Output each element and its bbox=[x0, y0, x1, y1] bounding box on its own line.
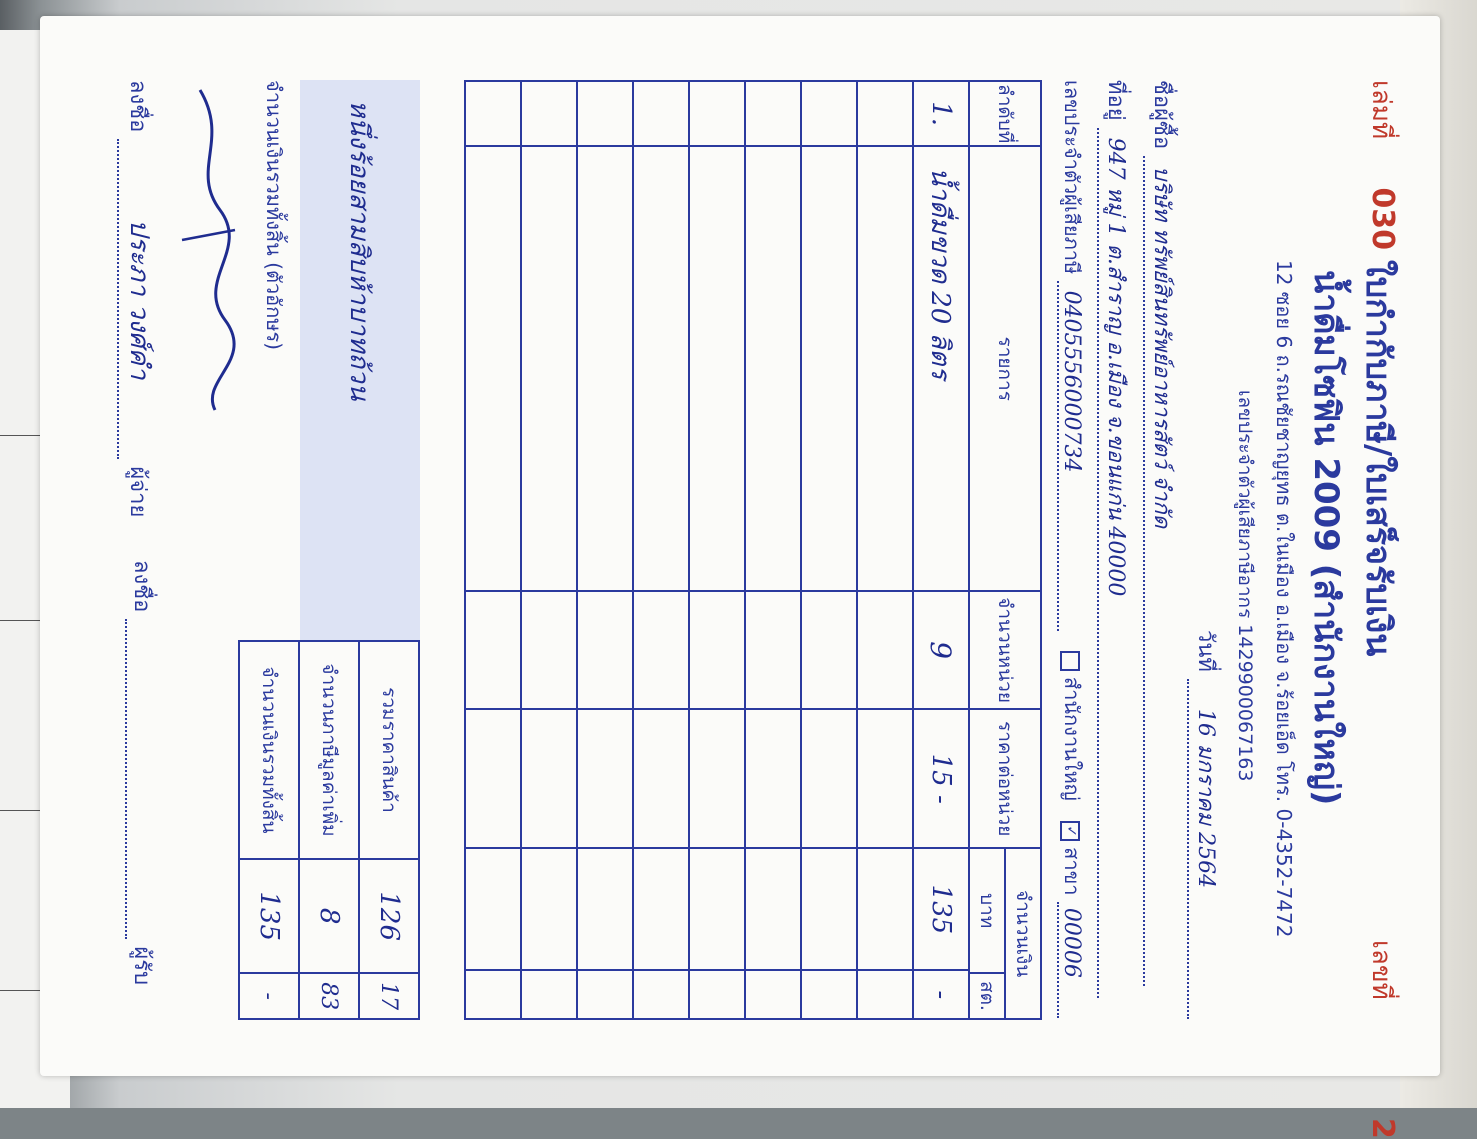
total-value: 135 bbox=[239, 859, 299, 973]
branch-checkbox[interactable]: ✓ bbox=[1061, 821, 1081, 841]
col-item: รายการ bbox=[969, 146, 1041, 591]
amount-words-box bbox=[300, 80, 420, 640]
totals-table bbox=[238, 640, 420, 1020]
head-office-checkbox[interactable] bbox=[1061, 651, 1081, 671]
col-amount: จำนวนเงิน บาท สต. bbox=[969, 848, 1041, 1019]
receipt-number: เลขที่ 2 bbox=[1365, 940, 1400, 1139]
date-value: 16 มกราคม 2564 bbox=[1187, 679, 1224, 1019]
customer-row: ชื่อผู้ซื้อ บริษัท ทรัพย์สินทรัพย์อาหารสัตว์ จำกัด bbox=[1143, 80, 1180, 1000]
vat-value: 8 bbox=[299, 859, 359, 973]
col-price: ราคาต่อหน่วย bbox=[969, 709, 1041, 848]
vat-label: จำนวนภาษีมูลค่าเพิ่ม bbox=[299, 641, 359, 859]
customer-address-row: ที่อยู่ 947 หมู่ 1 ต.สำราญ อ.เมือง จ.ขอนแก่น 40000 bbox=[1097, 80, 1134, 1000]
payer-signature: ประภา วงศ์คำ bbox=[117, 139, 160, 459]
total-label: จำนวนเงินรวมทั้งสิ้น bbox=[239, 641, 299, 859]
payer-signature-row: ลงชื่อ ประภา วงศ์คำ ผู้จ่าย bbox=[117, 80, 160, 517]
vat-satang: 83 bbox=[299, 973, 359, 1019]
buyer-tax-value: 0405556000734 bbox=[1057, 281, 1084, 631]
book-label: เล่มที่ 030 bbox=[1365, 80, 1400, 250]
total-satang: - bbox=[239, 973, 299, 1019]
col-no: ลำดับที่ bbox=[969, 81, 1041, 146]
items-table bbox=[464, 80, 1042, 1020]
company-tax-id: เลขประจำตัวผู้เสียภาษีอากร 1429900067163 bbox=[1234, 390, 1256, 782]
receiver-signature-row: ลงชื่อ ผู้รับ bbox=[125, 560, 160, 985]
company-address: 12 ซอย 6 ถ.รณชัยชาญยุทธ ต.ในเมือง อ.เมือง จ.ร้อยเอ็ด โทร. 0-4352-7472 bbox=[1272, 260, 1296, 938]
signature-scribble bbox=[180, 80, 240, 420]
subtotal-value: 126 bbox=[359, 859, 419, 973]
table-row: 1. น้ำดื่มขวด 20 ลิตร 9 15 - 135 - bbox=[913, 81, 969, 1019]
subtotal-label: รวมราคาสินค้า bbox=[359, 641, 419, 859]
buyer-tax-row: เลขประจำตัวผู้เสียภาษี 0405556000734 สำนักงานใหญ่ ✓ สาขา 00006 bbox=[1056, 80, 1088, 1020]
col-qty: จำนวนหน่วย bbox=[969, 591, 1041, 709]
customer-value: บริษัท ทรัพย์สินทรัพย์อาหารสัตว์ จำกัด bbox=[1143, 156, 1180, 986]
branch-value: 00006 bbox=[1057, 902, 1084, 1018]
customer-address-value: 947 หมู่ 1 ต.สำราญ อ.เมือง จ.ขอนแก่น 40000 bbox=[1097, 128, 1134, 998]
amount-words-label: จำนวนเงินรวมทั้งสิ้น (ตัวอักษร) bbox=[262, 80, 286, 351]
subtotal-satang: 17 bbox=[359, 973, 419, 1019]
company-name: น้ำดื่มโซฟิน 2009 (สำนักงานใหญ่) bbox=[1306, 270, 1346, 806]
date-row: วันที่ 16 มกราคม 2564 bbox=[1187, 630, 1224, 1019]
tax-invoice-receipt bbox=[60, 40, 1420, 1139]
amount-words-value: หนึ่งร้อยสามสิบห้าบาทถ้วน bbox=[344, 100, 374, 401]
book-number: 030 bbox=[1365, 187, 1400, 250]
document-title: ใบกำกับภาษี/ใบเสร็จรับเงิน bbox=[1358, 260, 1398, 657]
